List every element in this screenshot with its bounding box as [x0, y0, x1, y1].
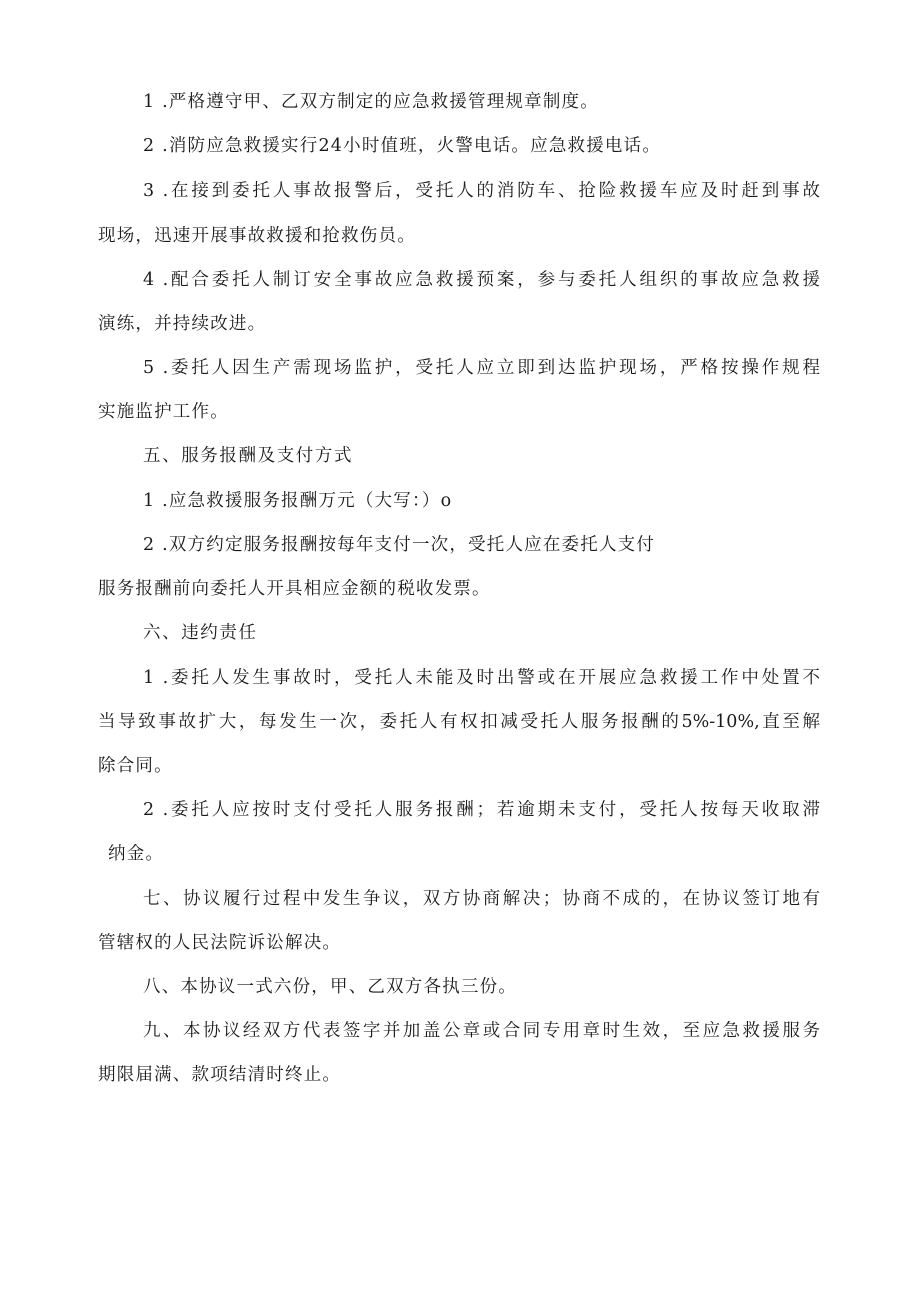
clause-5-item-1: 1 .应急救援服务报酬万元（大写：）o [143, 491, 453, 511]
section-7-line-2: 管辖权的人民法院诉讼解决。 [98, 933, 342, 953]
clause-4-item-5-line-2: 实施监护工作。 [98, 402, 229, 422]
clause-4-item-4-line-2: 演练，并持续改进。 [98, 314, 267, 334]
clause-6-item-2-line-2: 纳金。 [108, 844, 165, 864]
section-9-line-2: 期限届满、款项结清时终止。 [98, 1065, 342, 1085]
clause-4-item-5-line-1: 5 .委托人因生产需现场监护，受托人应立即到达监护现场，严格按操作规程 [143, 358, 820, 378]
clause-6-item-1-line-2: 当导致事故扩大，每发生一次，委托人有权扣减受托人服务报酬的5%-10%,直至解 [98, 712, 820, 732]
section-9-line-1: 九、本协议经双方代表签字并加盖公章或合同专用章时生效，至应急救援服务 [143, 1021, 820, 1041]
clause-4-item-4-line-1: 4 .配合委托人制订安全事故应急救援预案，参与委托人组织的事故应急救援 [143, 270, 820, 290]
section-8: 八、本协议一式六份，甲、乙双方各执三份。 [143, 977, 517, 997]
clause-5-item-2-line-2: 服务报酬前向委托人开具相应金额的税收发票。 [98, 579, 491, 599]
clause-6-item-1-line-1: 1 .委托人发生事故时，受托人未能及时出警或在开展应急救援工作中处置不 [143, 668, 820, 688]
section-6-heading: 六、违约责任 [143, 623, 258, 643]
clause-5-item-2-line-1: 2 .双方约定服务报酬按每年支付一次，受托人应在委托人支付 [143, 535, 656, 555]
clause-4-item-3-line-1: 3 .在接到委托人事故报警后，受托人的消防车、抢险救援车应及时赶到事故 [143, 181, 820, 201]
section-7-line-1: 七、协议履行过程中发生争议，双方协商解决；协商不成的，在协议签订地有 [143, 889, 820, 909]
clause-4-item-2: 2 .消防应急救援实行24小时值班，火警电话。应急救援电话。 [143, 136, 662, 156]
section-5-heading: 五、服务报酬及支付方式 [143, 446, 354, 466]
clause-6-item-1-line-3: 除合同。 [98, 756, 173, 776]
clause-4-item-1: 1 .严格遵守甲、乙双方制定的应急救援管理规章制度。 [143, 92, 599, 112]
clause-6-item-2-line-1: 2 .委托人应按时支付受托人服务报酬；若逾期未支付，受托人按每天收取滞 [143, 800, 820, 820]
clause-4-item-3-line-2: 现场，迅速开展事故救援和抢救伤员。 [98, 226, 416, 246]
